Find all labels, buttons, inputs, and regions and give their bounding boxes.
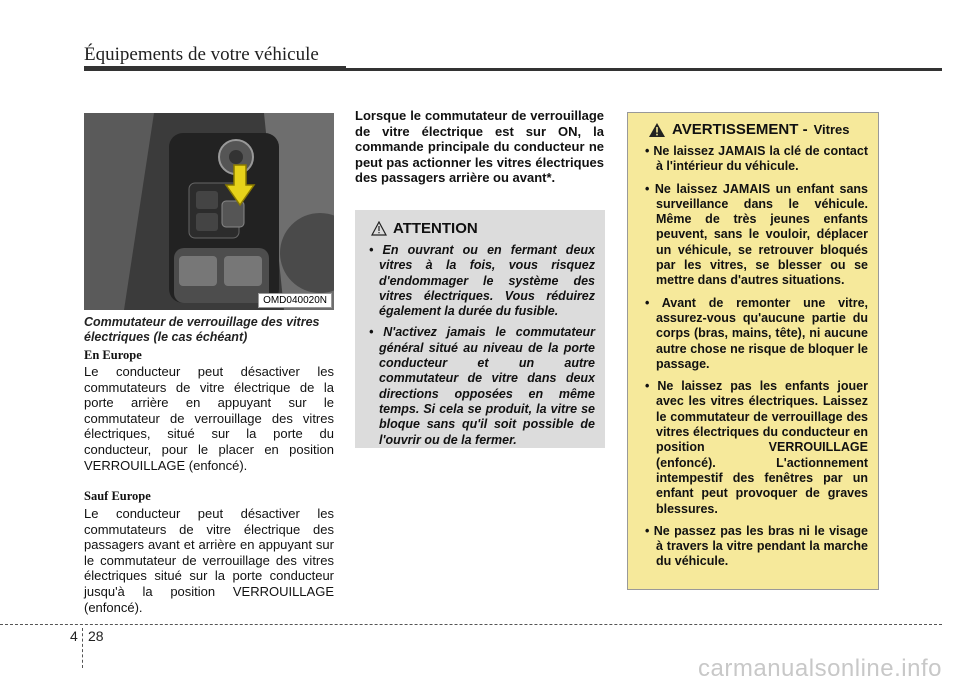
warning-box [627,112,879,590]
door-panel-illustration [84,113,334,310]
page-number: 28 [88,628,104,644]
warning-icon [648,122,666,138]
attention-item: • En ouvrant ou en fermant deux vitres à la fois, vous risquez d'endommager le système des vitres électriques. Vous réduirez également la durée du fusible. [369,243,595,319]
page-header-title: Équipements de votre véhicule [84,44,319,65]
footer-page-divider [82,628,83,668]
watermark: carmanualsonline.info [698,655,942,682]
caution-icon [371,221,387,236]
lock-switch-paragraph: Lorsque le commutateur de verrouillage de vitre électrique est sur ON, la commande principale du conducteur ne peut pas actionner les vitres électriques des passagers arrière ou avant*. [355,108,604,186]
europe-paragraph: Le conducteur peut désactiver les commutateurs de vitre électrique de la porte arrière en appuyant sur le commutateur de verrouillage des vitres électriques, situé sur la porte du conducteur, pour le placer en position VERROUILLAGE (enfoncé). [84,364,334,473]
warning-item: • Avant de remonter une vitre, assurez-vous qu'aucune partie du corps (bras, mains, tête), ni aucune autre chose ne risque de bloquer le passage. [645,295,868,371]
warning-item: • Ne passez pas les bras ni le visage à travers la vitre pendant la marche du véhicule. [645,523,868,569]
warning-title: AVERTISSEMENT - [672,121,808,138]
outside-europe-paragraph: Le conducteur peut désactiver les commutateurs de vitre électrique des passagers avant et arrière en appuyant sur le commutateur de verrouillage des vitres électriques situé sur la porte conducteur jusqu'à la position VERROUILLAGE (enfoncé). [84,506,334,615]
warning-list [638,144,868,570]
header-bar [84,66,346,71]
warning-item: • Ne laissez pas les enfants jouer avec les vitres électriques. Laissez le commutateur de verrouillage des vitres électriques du conducteur en position VERROUILLAGE (enfoncé). L'actionnement intempestif des fenêtres par un enfant peut provoquer de graves blessures. [645,379,868,516]
header-rule [346,68,942,71]
attention-list [365,243,595,448]
warning-subtitle: Vitres [813,122,850,137]
warning-header [648,121,868,138]
figure-caption: Commutateur de verrouillage des vitres électriques (le cas échéant) [84,315,320,344]
europe-heading: En Europe [84,348,142,362]
footer-divider [0,624,942,625]
window-lock-switch-photo [84,113,334,310]
attention-header [371,220,595,237]
warning-item: • Ne laissez JAMAIS un enfant sans surveillance dans le véhicule. Même de très jeunes enfants peuvent, sans le vouloir, déplacer un véhicule, se retrouver bloqués par les vitres, se blesser ou se mettre dans d'autres situations. [645,181,868,288]
attention-title: ATTENTION [393,220,478,237]
outside-europe-heading: Sauf Europe [84,489,151,503]
attention-box [355,210,605,448]
chapter-number: 4 [70,628,78,644]
attention-item: • N'activez jamais le commutateur général situé au niveau de la porte conducteur et un autre commutateur de vitre dans deux directions opposées en même temps. Si cela se produit, la vitre se bloque sans qu'il soit possible de l'ouvrir ou de la fermer. [369,325,595,447]
warning-item: • Ne laissez JAMAIS la clé de contact à l'intérieur du véhicule. [645,144,869,174]
image-code-label: OMD040020N [258,293,332,308]
